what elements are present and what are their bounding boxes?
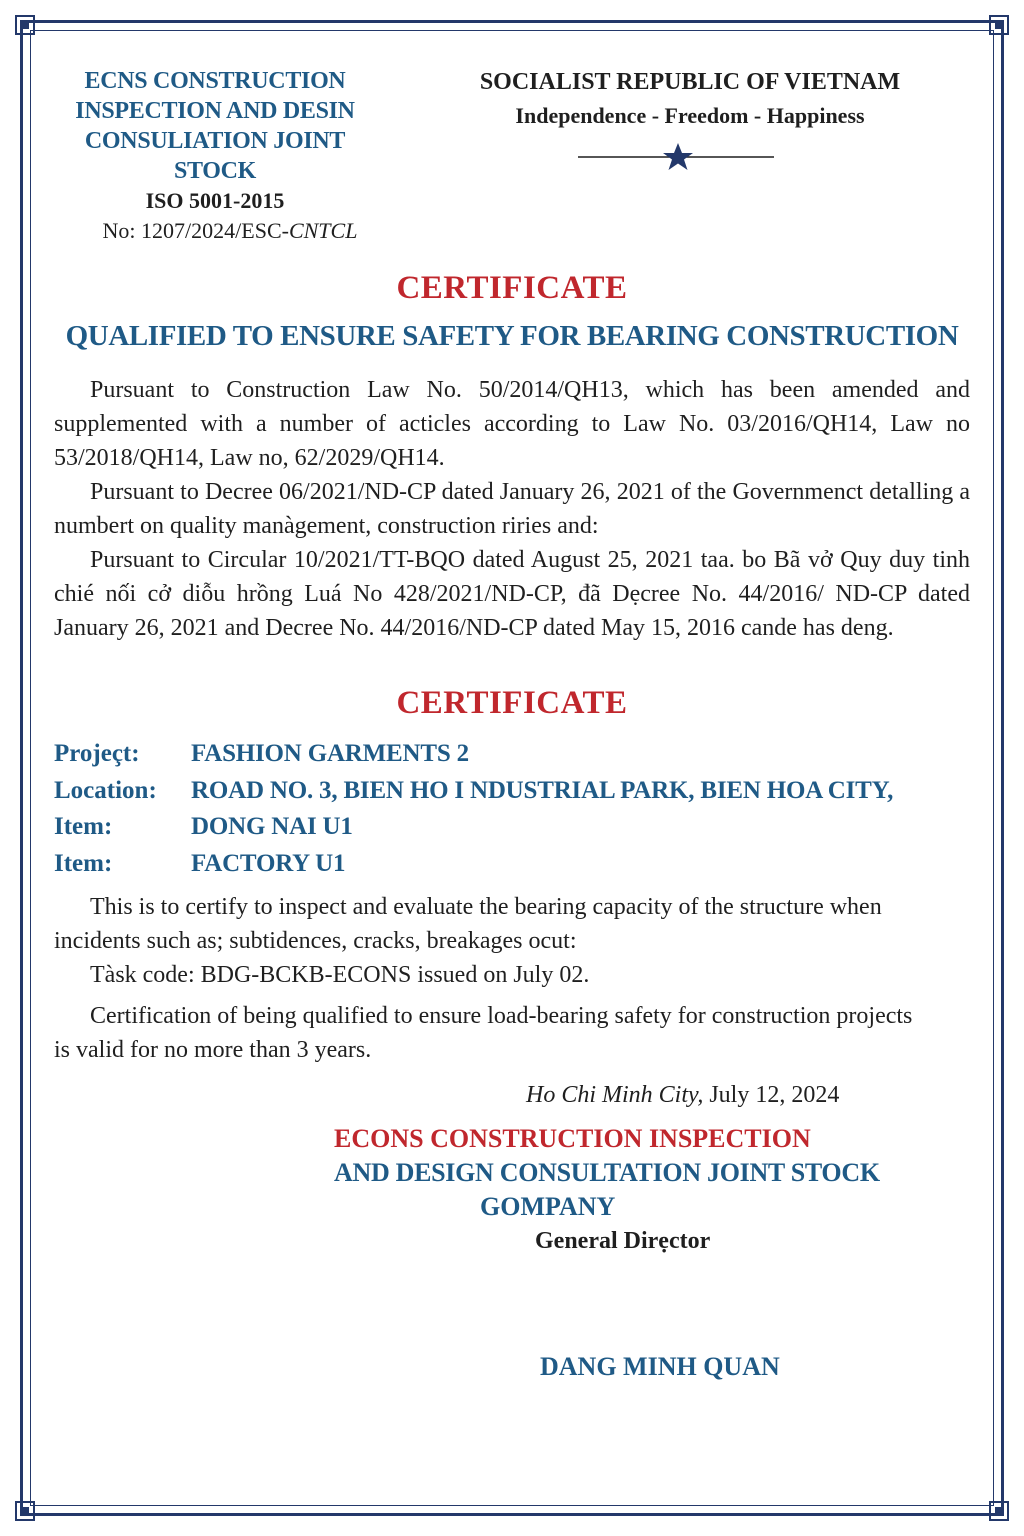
certificate-title: CERTIFICATE [396,270,628,306]
issuer-org-line: CONSULIATION JOINT [84,128,346,154]
legal-basis-paragraph: Pursuant to Construction Law No. 50/2014/QH13, which has been amended and supplemented with a number of acticles according to Law No. 03/2016/QH14, Law no 53/2018/QH14, Law no, 62/2029/QH14. [54,377,970,471]
certify-paragraph: This is to certify to inspect and evaluate the bearing capacity of the structure when incidents such as; subtidences, cracks, breakages ocut: [54,894,882,954]
certificate-number-prefix: No: 1207/2024/ESC- [102,218,289,243]
corner-ornament-bottom-right-icon [988,1500,1010,1522]
field-value: FACTORY U1 [191,849,346,877]
issuer-org-line: ECNS CONSTRUCTION [84,68,346,94]
national-header [450,66,930,134]
field-value: ROAD NO. 3, BIEN HO I NDUSTRIAL PARK, BIEN HOA CITY, [191,776,894,804]
signing-org-line: ECONS CONSTRUCTION INSPECTION [334,1124,811,1153]
star-divider-icon [578,142,774,172]
project-details [54,736,974,882]
signer-name: DANG MINH QUAN [540,1352,780,1381]
issuer-org-line: INSPECTION AND DESIN [75,98,355,124]
issuer-org-line: STOCK [173,158,257,184]
corner-ornament-top-left-icon [14,14,36,36]
legal-basis-paragraph: Pursuant to Circular 10/2021/TT-BQO dated August 25, 2021 taa. bo Bã vở Quy duy tinh chié nối cở diỗu hrồng Luá No 428/2021/ND-CP, đã Dẹcree No. 44/2016/ ND-CP dated January 26, 2021 and Decree No. 44/2016/ND-CP dated May 15, 2016 cande has deng. [54,547,970,641]
signer-role: General Dirẹctor [535,1228,711,1254]
iso-standard: ISO 5001-2015 [145,188,285,213]
field-value: FASHION GARMENTS 2 [191,740,469,767]
signing-organization [334,1122,934,1224]
republic-name: SOCIALIST REPUBLIC OF VIETNAM [479,69,901,95]
validity-paragraph: Certification of being qualified to ensure load-bearing safety for construction projects is valid for no more than 3 years. [54,1003,913,1063]
field-label: Projeçt: [54,740,140,767]
signing-org-line: AND DESIGN CONSULTATION JOINT STOCK [334,1158,880,1187]
project-row [54,736,974,773]
validity-statement [54,999,934,1067]
item-row [54,809,974,846]
task-code: Tàsk code: BDG-BCKB-ECONS issued on July 02. [90,962,590,988]
corner-ornament-top-right-icon [988,14,1010,36]
legal-basis [54,373,970,645]
certificate-subtitle: QUALIFIED TO ENSURE SAFETY FOR BEARING CONSTRUCTION [65,320,959,352]
signing-org-line: GOMPANY [480,1192,616,1221]
item-row [54,846,974,883]
field-label: Location: [54,776,157,804]
field-value: DONG NAI U1 [191,813,353,840]
field-label: Item: [54,813,113,840]
certificate-number [56,216,374,246]
legal-basis-paragraph: Pursuant to Decree 06/2021/ND-CP dated January 26, 2021 of the Governmenct detalling a numbert on quality manàgement, construction riries and: [54,479,970,539]
certificate-number-suffix: CNTCL [288,218,358,243]
corner-ornament-bottom-left-icon [14,1500,36,1522]
location-row [54,773,974,810]
signing-date: July 12, 2024 [703,1082,840,1108]
certification-statement [54,890,934,992]
place-and-date [526,1078,839,1112]
issuer-header [56,66,374,246]
certificate-title-second: CERTIFICATE [396,685,628,721]
field-label: Item: [54,849,113,877]
signing-place: Ho Chi Minh City, [526,1082,704,1108]
national-motto: Independence - Freedom - Happiness [515,103,865,128]
